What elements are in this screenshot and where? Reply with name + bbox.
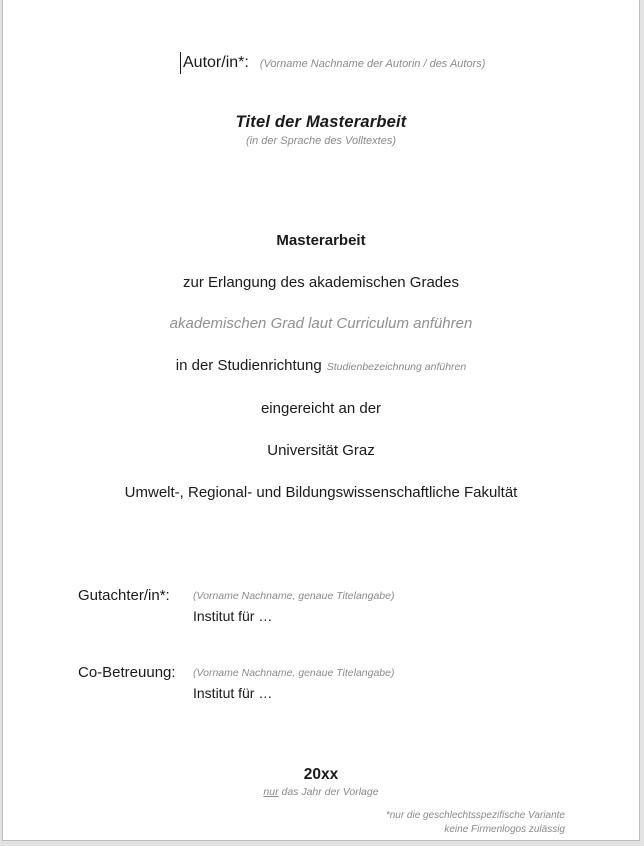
title-block [3,112,639,149]
year-note-underlined: nur [263,786,279,798]
line-grade-intro: zur Erlangung des akademischen Grades [183,273,459,291]
study-programme-hint: Studienbezeichnung anführen [326,360,467,373]
reviewer-label: Gutachter/in*: [78,587,170,604]
author-line [180,49,485,75]
document-page[interactable] [2,0,640,841]
line-grade-placeholder: akademischen Grad laut Curriculum anführen [169,315,473,333]
author-hint: (Vorname Nachname der Autorin / des Autors) [259,58,486,70]
year-block [3,765,639,800]
co-supervisor-hint: (Vorname Nachname, genaue Titelangabe) [193,667,395,679]
main-block [3,220,639,513]
co-supervisor-value [193,663,394,704]
year-value: 20xx [303,766,339,783]
thesis-subtitle: (in der Sprache des Volltextes) [246,135,396,147]
study-programme-text: in der Studienrichtung [175,356,322,374]
line-masterarbeit: Masterarbeit [276,232,366,249]
thesis-title: Titel der Masterarbeit [235,113,407,131]
line-university: Universität Graz [267,441,375,459]
co-supervisor-institute: Institut für … [193,685,273,701]
line-submitted: eingereicht an der [260,400,382,418]
text-cursor [180,52,181,74]
year-note [3,785,639,800]
author-label: Autor/in*: [183,54,249,71]
co-supervisor-label: Co-Betreuung: [78,664,176,681]
footnote-line-1: *nur die geschlechtsspezifische Variante [385,810,565,821]
line-faculty: Umwelt-, Regional- und Bildungswissenschaftliche Fakultät [124,483,518,501]
line-study-programme [3,345,639,389]
reviewer-institute: Institut für … [193,608,273,624]
footnote [386,809,565,837]
reviewer-value [193,586,394,627]
reviewer-hint: (Vorname Nachname, genaue Titelangabe) [193,590,395,602]
footnote-line-2: keine Firmenlogos zulässig [444,824,565,835]
year-note-rest: das Jahr der Vorlage [278,786,379,798]
